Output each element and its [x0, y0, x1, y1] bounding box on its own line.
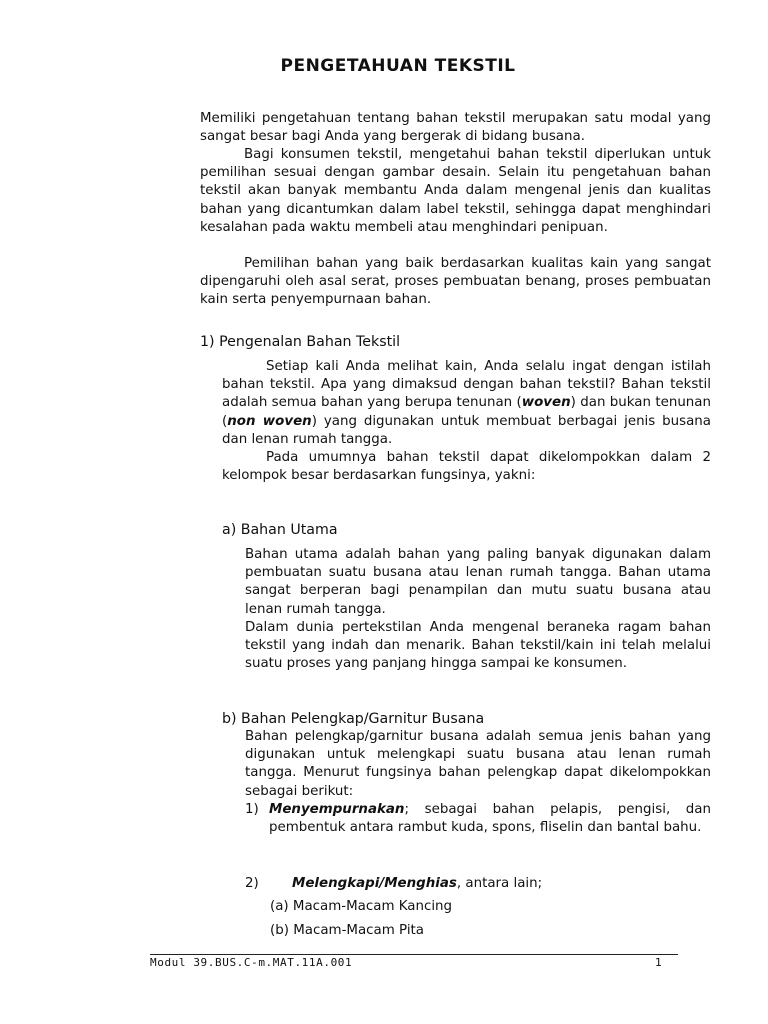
sub-a-heading: a) Bahan Utama [222, 522, 338, 538]
list-item-1-text [269, 801, 711, 837]
section-1-paragraph-1 [222, 358, 711, 449]
section-1-text-b: ) dan bukan tenunan ( [222, 395, 711, 429]
sub-a-paragraph-2: Dalam dunia pertekstilan Anda mengenal beraneka ragam bahan tekstil yang indah dan menarik. Bahan tekstil/kain ini telah melalui suatu proses yang panjang hingga sampai ke konsumen. [245, 620, 711, 672]
list-item-1 [245, 801, 711, 837]
list-item-2-description: , antara lain; [456, 876, 543, 891]
intro-paragraph-2: Bagi konsumen tekstil, mengetahui bahan tekstil diperlukan untuk pemilihan sesuai dengan gambar desain. Selain itu pengetahuan bahan tekstil akan banyak membantu Anda dalam mengenal jenis dan kualitas bahan yang dicantumkan dalam label tekstil, sehingga dapat menghindari kesalahan pada waktu membeli atau menghindari penipuan. [200, 147, 711, 235]
list-item-1-number: 1) [245, 802, 259, 817]
term-woven: woven [521, 395, 571, 411]
sub-b-paragraph-1: Bahan pelengkap/garnitur busana adalah semua jenis bahan yang digunakan untuk melengkapi suatu busana atau lenan rumah tangga. Menurut fungsinya bahan pelengkap dapat dikelompokkan sebagai berikut: [245, 729, 711, 799]
list-item-2-number: 2) [245, 876, 259, 891]
term-menyempurnakan: Menyempurnakan [269, 802, 405, 817]
term-melengkapi-menghias: Melengkapi/Menghias [292, 876, 457, 891]
section-1-heading: 1) Pengenalan Bahan Tekstil [200, 334, 401, 350]
page-title: PENGETAHUAN TEKSTIL [280, 56, 516, 76]
section-1-text-c: ) yang digunakan untuk membuat berbagai jenis busana dan lenan rumah tangga. [222, 413, 711, 447]
sub-list-item: (a) Macam-Macam Kancing [270, 899, 453, 914]
list-item-1-description: ; sebagai bahan pelapis, pengisi, dan pembentuk antara rambut kuda, spons, fliselin dan bantal bahu. [269, 802, 711, 836]
intro-paragraph-3: Pemilihan bahan yang baik berdasarkan kualitas kain yang sangat dipengaruhi oleh asal serat, proses pembuatan benang, proses pembuatan kain serta penyempurnaan bahan. [200, 256, 711, 308]
sub-list-item: (b) Macam-Macam Pita [270, 923, 424, 938]
section-1-text-a: Setiap kali Anda melihat kain, Anda selalu ingat dengan istilah bahan tekstil. Apa yang dimaksud dengan bahan tekstil? Bahan tekstil adalah semua bahan yang berupa tenunan ( [222, 359, 711, 411]
sub-b-heading: b) Bahan Pelengkap/Garnitur Busana [222, 711, 485, 727]
footer-module-code: Modul 39.BUS.C-m.MAT.11A.001 [150, 956, 353, 969]
footer-divider [150, 954, 678, 955]
intro-paragraph-1: Memiliki pengetahuan tentang bahan tekstil merupakan satu modal yang sangat besar bagi Anda yang bergerak di bidang busana. [200, 111, 711, 145]
footer-page-number: 1 [655, 956, 662, 969]
list-item-2-text [292, 875, 542, 893]
term-non-woven: non woven [227, 413, 312, 429]
section-1-paragraph-2: Pada umumnya bahan tekstil dapat dikelompokkan dalam 2 kelompok besar berdasarkan fungsinya, yakni: [222, 450, 711, 484]
sub-a-paragraph-1: Bahan utama adalah bahan yang paling banyak digunakan dalam pembuatan suatu busana atau lenan rumah tangga. Bahan utama sangat berperan bagi penampilan dan mutu suatu busana atau lenan rumah tangga. [245, 547, 711, 617]
